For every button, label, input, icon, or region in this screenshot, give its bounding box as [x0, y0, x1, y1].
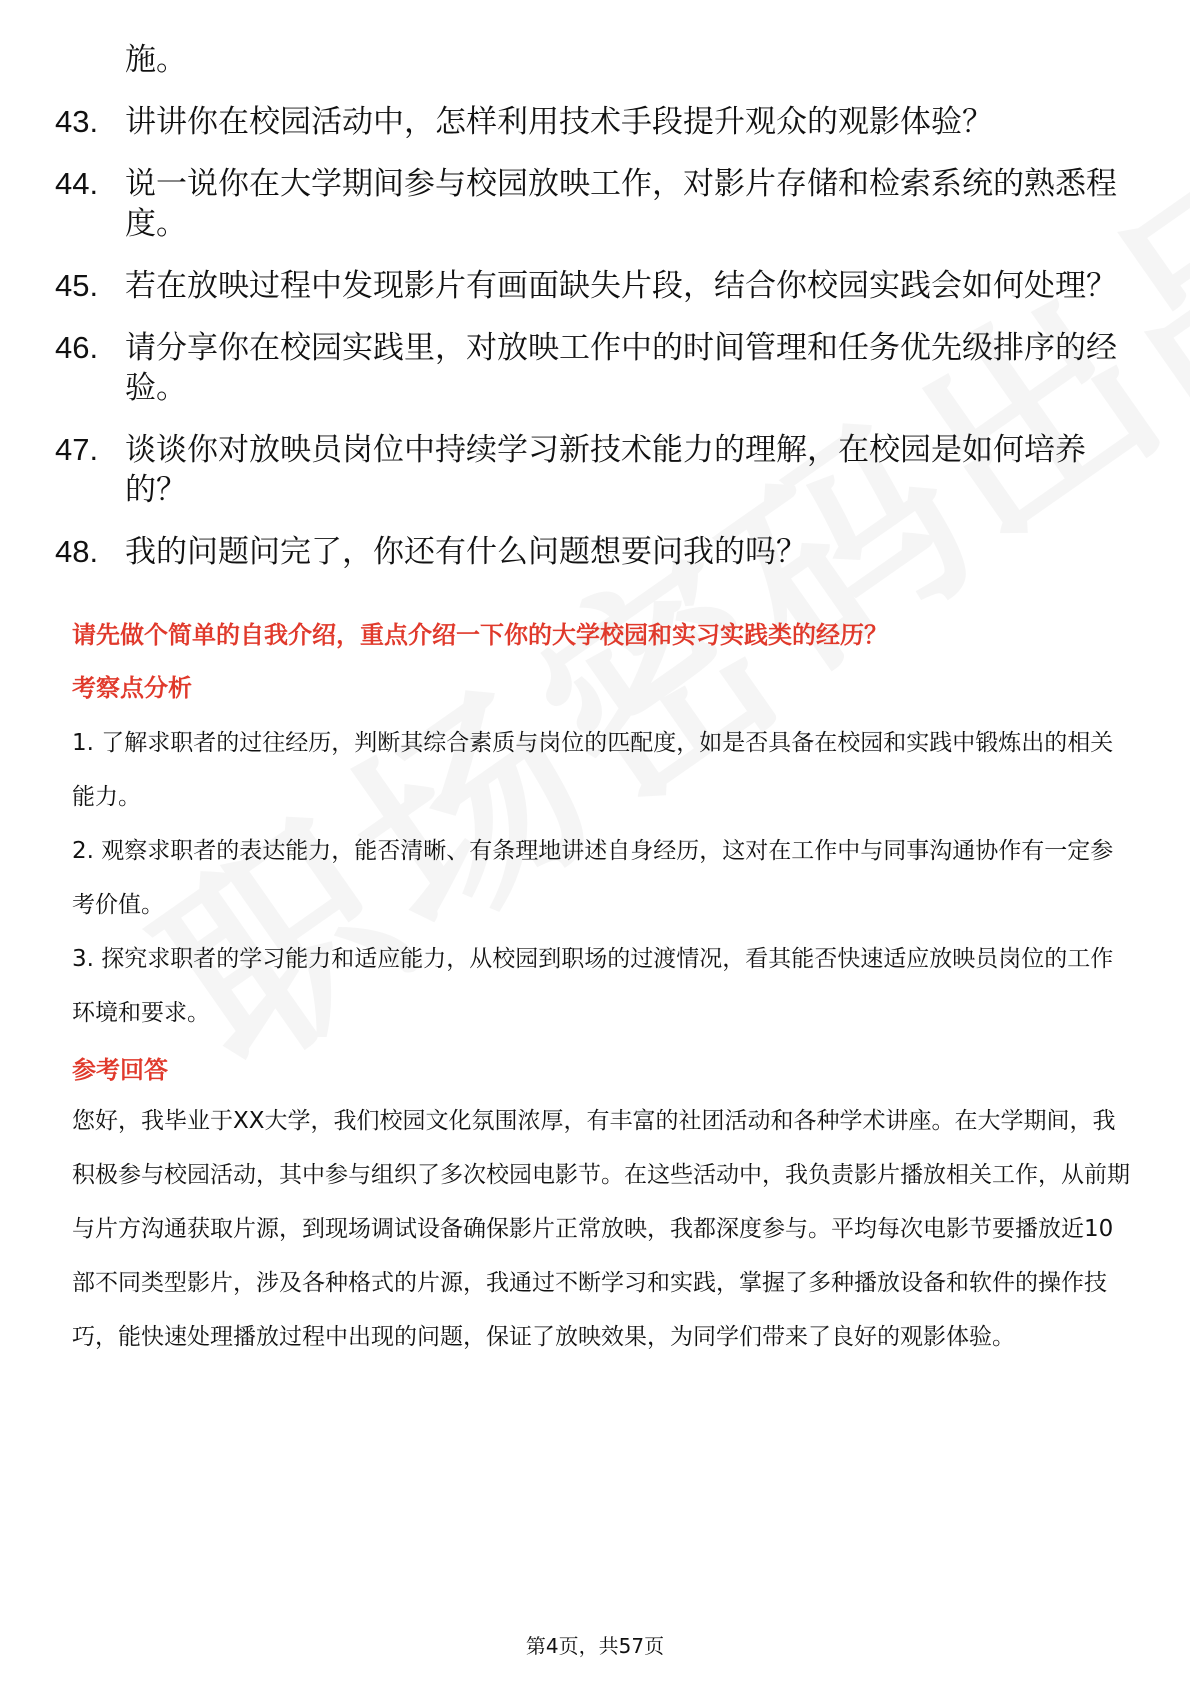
question-text: 谈谈你对放映员岗位中持续学习新技术能力的理解，在校园是如何培养的？	[125, 432, 1086, 508]
question-number: 44.	[55, 166, 99, 201]
question-continuation: 施。	[125, 42, 187, 78]
analysis-point: 1. 了解求职者的过往经历，判断其综合素质与岗位的匹配度，如是否具备在校园和实践中锻炼出的相关能力。	[72, 730, 1114, 810]
analysis-point: 2. 观察求职者的表达能力，能否清晰、有条理地讲述自身经历，这对在工作中与同事沟通协作有一定参考价值。	[72, 838, 1114, 918]
question-number: 43.	[55, 104, 99, 139]
main-question-section	[72, 617, 1132, 653]
question-text: 讲讲你在校园活动中，怎样利用技术手段提升观众的观影体验？	[125, 104, 993, 140]
analysis-point: 3. 探究求职者的学习能力和适应能力，从校园到职场的过渡情况，看其能否快速适应放映员岗位的工作环境和要求。	[72, 946, 1114, 1026]
main-question-heading: 请先做个简单的自我介绍，重点介绍一下你的大学校园和实习实践类的经历？	[72, 621, 888, 649]
analysis-heading: 考察点分析	[72, 674, 192, 702]
question-text: 我的问题问完了，你还有什么问题想要问我的吗？	[125, 534, 807, 570]
reference-answer: 您好，我毕业于XX大学，我们校园文化氛围浓厚，有丰富的社团活动和各种学术讲座。在大学期间，我积极参与校园活动，其中参与组织了多次校园电影节。在这些活动中，我负责影片播放相关工作，从前期与片方沟通获取片源，到现场调试设备确保影片正常放映，我都深度参与。平均每次电影节要播放近10部不同类型影片，涉及各种格式的片源，我通过不断学习和实践，掌握了多种播放设备和软件的操作技巧，能快速处理播放过程中出现的问题，保证了放映效果，为同学们带来了良好的观影体验。	[72, 1108, 1130, 1350]
question-item	[55, 430, 1135, 510]
question-number: 45.	[55, 268, 99, 303]
question-item	[55, 328, 1135, 408]
question-text: 说一说你在大学期间参与校园放映工作，对影片存储和检索系统的熟悉程度。	[125, 166, 1117, 242]
analysis-section	[72, 670, 1132, 1040]
question-number: 46.	[55, 330, 99, 365]
reference-heading: 参考回答	[72, 1056, 168, 1084]
analysis-points	[72, 716, 1132, 1040]
question-number: 47.	[55, 432, 99, 467]
question-text: 若在放映过程中发现影片有画面缺失片段，结合你校园实践会如何处理？	[125, 268, 1117, 304]
question-item	[55, 532, 1135, 572]
question-number: 48.	[55, 534, 99, 569]
question-item	[55, 164, 1135, 244]
question-item	[55, 266, 1135, 306]
page-number: 第4页，共57页	[525, 1634, 665, 1658]
reference-section	[72, 1052, 1132, 1364]
question-list	[55, 40, 1135, 594]
question-text: 请分享你在校园实践里，对放映工作中的时间管理和任务优先级排序的经验。	[125, 330, 1117, 406]
question-item	[55, 102, 1135, 142]
